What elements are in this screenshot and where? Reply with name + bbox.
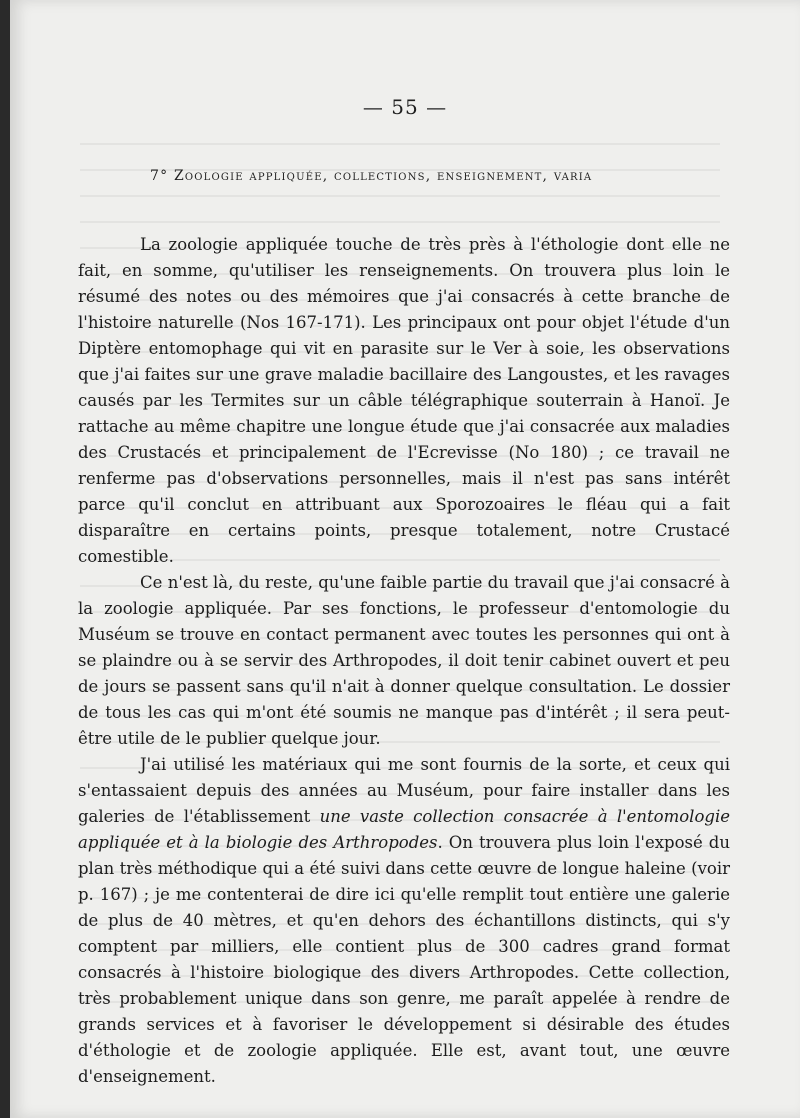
section-heading: 7° Zoologie appliquée, collections, enseignement, varia bbox=[150, 168, 593, 184]
paragraph-1: La zoologie appliquée touche de très près à l'éthologie dont elle ne fait, en somme, qu'utiliser les renseignements. On trouvera plus loin le résumé des notes ou des mémoires que j'ai consacrés à cette branche de l'histoire naturelle (Nos 167-171). Les principaux ont pour objet l'étude d'un Diptère entomophage qui vit en parasite sur le Ver à soie, les observations que j'ai faites sur une grave maladie bacillaire des Langoustes, et les ravages causés par les Termites sur un câble télégraphique souterrain à Hanoï. Je rattache au même chapitre une longue étude que j'ai consacrée aux maladies des Crustacés et principalement de l'Ecrevisse (No 180) ; ce travail ne renferme pas d'observations personnelles, mais il n'est pas sans intérêt parce qu'il conclut en attribuant aux Sporozoaires le fléau qui a fait disparaître en certains points, presque totalement, notre Crustacé comestible. bbox=[78, 235, 730, 566]
paragraph-3 bbox=[78, 752, 730, 1090]
page-number: — 55 — bbox=[362, 95, 448, 119]
body-text bbox=[78, 232, 730, 1090]
paragraph-2: Ce n'est là, du reste, qu'une faible partie du travail que j'ai consacré à la zoologie appliquée. Par ses fonctions, le professeur d'entomologie du Muséum se trouve en contact permanent avec toutes les personnes qui ont à se plaindre ou à se servir des Arthropodes, il doit tenir cabinet ouvert et peu de jours se passent sans qu'il n'ait à donner quelque consultation. Le dossier de tous les cas qui m'ont été soumis ne manque pas d'intérêt ; il sera peut-être utile de le publier quelque jour. bbox=[78, 573, 730, 748]
paragraph-3-end: . On trouvera plus loin l'exposé du plan très méthodique qui a été suivi dans cette œuvre de longue haleine (voir p. 167) ; je me contenterai de dire ici qu'elle remplit tout entière une galerie de plus de 40 mètres, et qu'en dehors des échantillons distincts, qui s'y comptent par milliers, elle contient plus de 300 cadres grand format consacrés à l'histoire biologique des divers Arthropodes. Cette collection, très probablement unique dans son genre, me paraît appelée à rendre de grands services et à favoriser le développement si désirable des études d'éthologie et de zoologie appliquée. Elle est, avant tout, une œuvre d'enseignement. bbox=[78, 833, 730, 1086]
book-page bbox=[10, 0, 800, 1118]
paragraph-3-start: J'ai utilisé les matériaux qui me sont fournis de la sorte, et ceux qui s'entassaient depuis des années au Muséum, pour faire installer dans les galeries de l'établissement bbox=[78, 755, 730, 826]
paragraph-3-italic: une vaste collection consacrée à l'entomologie appliquée et à la biologie des Arthropodes bbox=[78, 807, 730, 852]
